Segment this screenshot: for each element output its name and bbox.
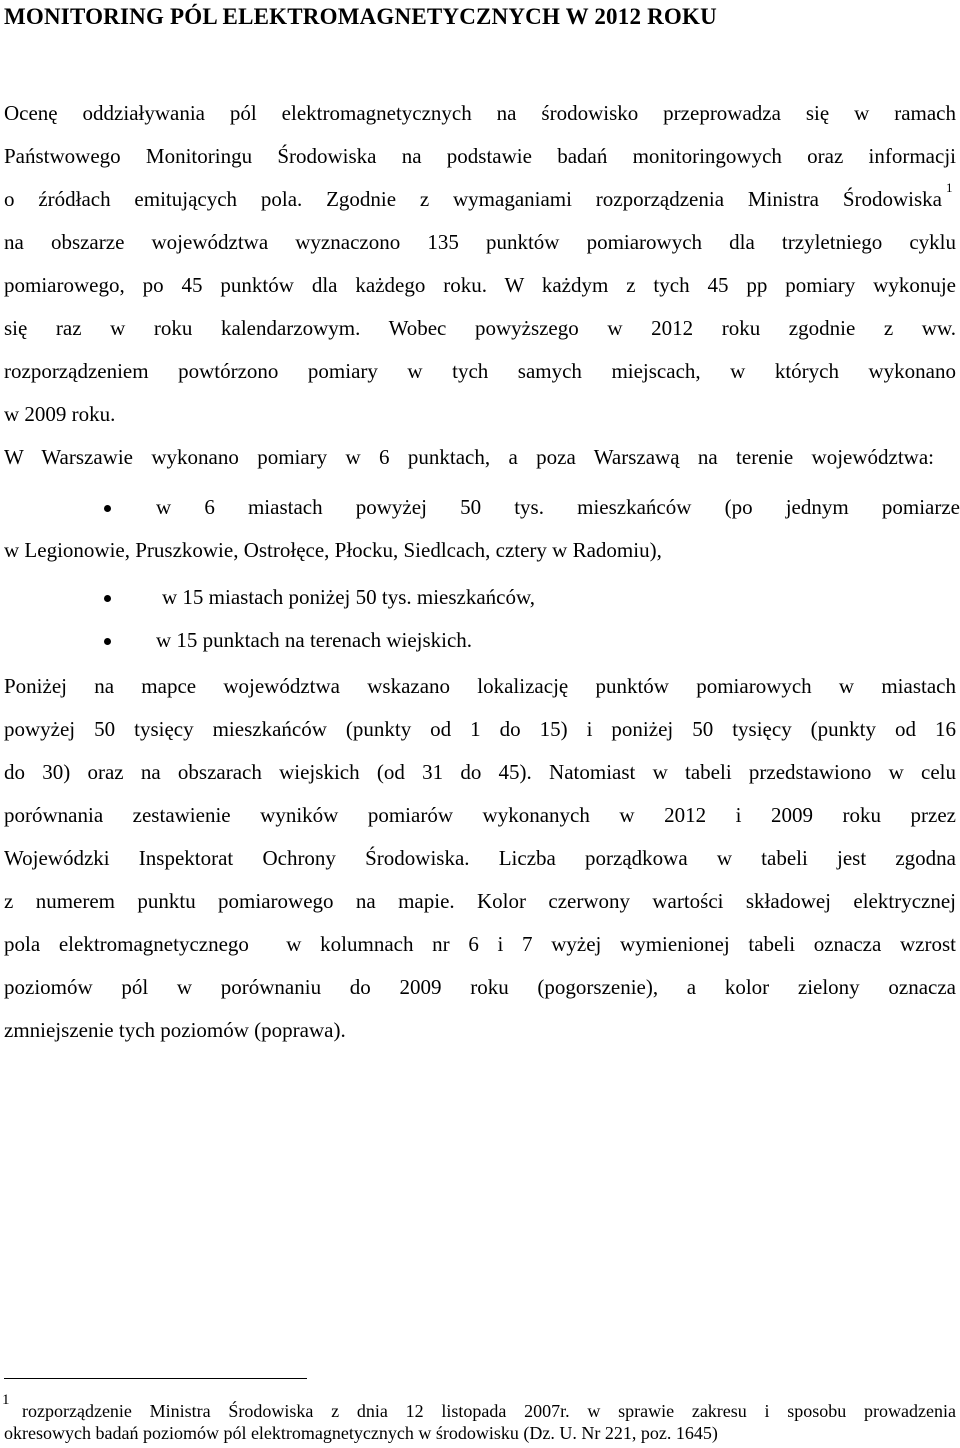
paragraph-line: Wojewódzki Inspektorat Ochrony Środowiska. Liczba porządkowa w tabeli jest zgodna: [4, 846, 956, 870]
paragraph-line: z numerem punktu pomiarowego na mapie. Kolor czerwony wartości składowej elektrycznej: [4, 889, 956, 913]
paragraph-line: W Warszawie wykonano pomiary w 6 punktach, a poza Warszawą na terenie województwa:: [4, 445, 934, 469]
footnote-reference: 1: [946, 180, 953, 195]
paragraph-line: do 30) oraz na obszarach wiejskich (od 31 do 45). Natomiast w tabeli przedstawiono w celu: [4, 760, 956, 784]
paragraph-line: Państwowego Monitoringu Środowiska na podstawie badań monitoringowych oraz informacji: [4, 144, 956, 168]
paragraph-line: porównania zestawienie wyników pomiarów wykonanych w 2012 i 2009 roku przez: [4, 803, 956, 827]
paragraph-line: pomiarowego, po 45 punktów dla każdego roku. W każdym z tych 45 pp pomiary wykonuje: [4, 273, 956, 297]
paragraph-line: rozporządzeniem powtórzono pomiary w tych samych miejscach, w których wykonano: [4, 359, 956, 383]
list-item-text: w 6 miastach powyżej 50 tys. mieszkańców (po jednym pomiarze: [156, 495, 960, 519]
bullet-icon: [104, 638, 111, 645]
paragraph-line: zmniejszenie tych poziomów (poprawa).: [4, 1018, 346, 1042]
paragraph-line: Poniżej na mapce województwa wskazano lokalizację punktów pomiarowych w miastach: [4, 674, 956, 698]
paragraph-line: się raz w roku kalendarzowym. Wobec powyższego w 2012 roku zgodnie z ww.: [4, 316, 956, 340]
bullet-icon: [104, 595, 111, 602]
paragraph-line: [4, 186, 942, 212]
footnote-line: rozporządzenie Ministra Środowiska z dnia 12 listopada 2007r. w sprawie zakresu i sposobu prowadzenia: [22, 1401, 956, 1421]
list-item-continuation: w Legionowie, Pruszkowie, Ostrołęce, Płocku, Siedlcach, cztery w Radomiu),: [4, 538, 662, 562]
footnote-separator: [4, 1378, 307, 1379]
paragraph-line: na obszarze województwa wyznaczono 135 punktów pomiarowych dla trzyletniego cyklu: [4, 230, 956, 254]
paragraph-line: powyżej 50 tysięcy mieszkańców (punkty od 1 do 15) i poniżej 50 tysięcy (punkty od 16: [4, 717, 956, 741]
paragraph-line: pola elektromagnetycznego w kolumnach nr 6 i 7 wyżej wymienionej tabeli oznacza wzrost: [4, 932, 956, 956]
footnote-mark: 1: [2, 1392, 10, 1408]
list-item-text: w 15 miastach poniżej 50 tys. mieszkańców,: [162, 585, 536, 609]
list-item-text: w 15 punktach na terenach wiejskich.: [156, 628, 473, 652]
paragraph-line: poziomów pól w porównaniu do 2009 roku (pogorszenie), a kolor zielony oznacza: [4, 975, 956, 999]
paragraph-line: Ocenę oddziaływania pól elektromagnetycznych na środowisko przeprowadza się w ramach: [4, 101, 956, 125]
paragraph-line: w 2009 roku.: [4, 402, 116, 426]
footnote-line: okresowych badań poziomów pól elektromagnetycznych w środowisku (Dz. U. Nr 221, poz. 1645): [4, 1423, 718, 1443]
paragraph-line-text: o źródłach emitujących pola. Zgodnie z wymaganiami rozporządzenia Ministra Środowiska: [4, 187, 942, 211]
bullet-icon: [104, 505, 111, 512]
document-title: MONITORING PÓL ELEKTROMAGNETYCZNYCH W 2012 ROKU: [4, 4, 717, 29]
